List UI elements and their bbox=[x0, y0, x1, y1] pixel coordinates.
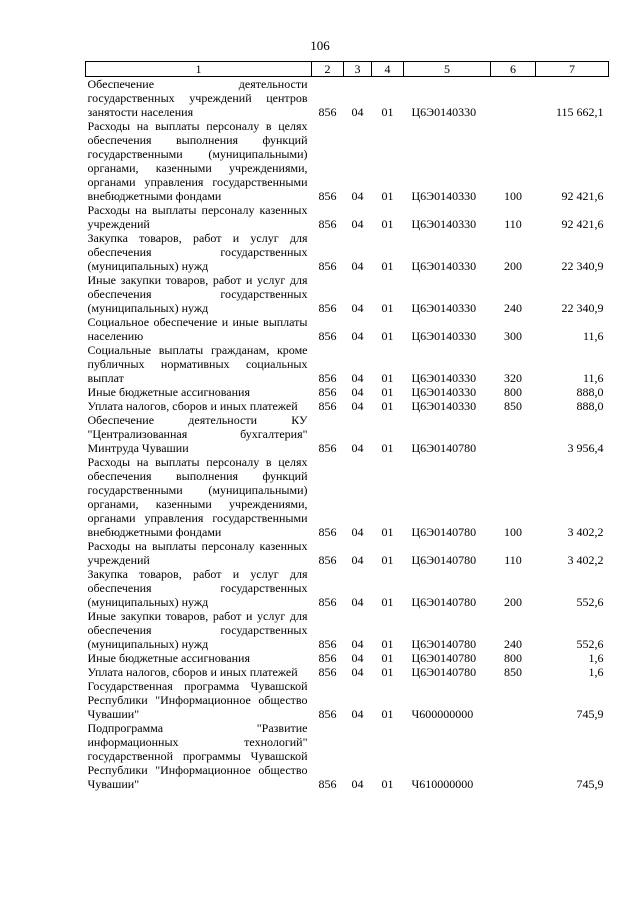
ministry-code: 856 bbox=[318, 301, 337, 315]
column-header: 2 bbox=[312, 62, 344, 77]
expense-type-code bbox=[491, 679, 536, 721]
target-item-code: Ц6Э0140780 bbox=[411, 553, 477, 567]
expense-type-code bbox=[491, 721, 536, 791]
section-code: 04 bbox=[351, 371, 364, 385]
table-row bbox=[86, 315, 609, 343]
subsection-code: 01 bbox=[381, 595, 394, 609]
expense-type-code: 240 bbox=[504, 301, 522, 315]
row-name: Расходы на выплаты персоналу в целях обеспечения выполнения функций государственными (муниципальными) органами, казенными учреждениями, органами управления государственными внебюджетными фондами bbox=[87, 119, 308, 203]
row-name: Обеспечение деятельности государственных учреждений центров занятости населения bbox=[87, 77, 308, 119]
section-code: 04 bbox=[351, 329, 364, 343]
table-row bbox=[86, 455, 609, 539]
ministry-code: 856 bbox=[318, 777, 337, 791]
table-row bbox=[86, 273, 609, 315]
target-item-code: Ц6Э0140330 bbox=[411, 371, 477, 385]
ministry-code: 856 bbox=[318, 707, 337, 721]
section-code: 04 bbox=[351, 525, 364, 539]
target-item-code: Ц6Э0140330 bbox=[411, 105, 477, 119]
section-code: 04 bbox=[351, 651, 364, 665]
amount: 92 421,6 bbox=[561, 189, 604, 203]
amount: 552,6 bbox=[576, 595, 604, 609]
subsection-code: 01 bbox=[381, 217, 394, 231]
amount: 3 402,2 bbox=[567, 525, 604, 539]
row-name: Закупка товаров, работ и услуг для обеспечения государственных (муниципальных) нужд bbox=[87, 231, 308, 273]
ministry-code: 856 bbox=[318, 105, 337, 119]
target-item-code: Ц6Э0140780 bbox=[411, 595, 477, 609]
expense-type-code: 200 bbox=[504, 595, 522, 609]
row-name: Расходы на выплаты персоналу казенных учреждений bbox=[87, 539, 308, 567]
target-item-code: Ц6Э0140780 bbox=[411, 525, 477, 539]
expense-type-code bbox=[491, 77, 536, 120]
ministry-code: 856 bbox=[318, 371, 337, 385]
amount: 3 956,4 bbox=[567, 441, 604, 455]
ministry-code: 856 bbox=[318, 385, 337, 399]
ministry-code: 856 bbox=[318, 525, 337, 539]
table-row bbox=[86, 679, 609, 721]
subsection-code: 01 bbox=[381, 301, 394, 315]
amount: 115 662,1 bbox=[555, 105, 604, 119]
expense-type-code: 100 bbox=[504, 189, 522, 203]
target-item-code: Ц6Э0140330 bbox=[411, 189, 477, 203]
row-name: Иные бюджетные ассигнования bbox=[87, 651, 250, 665]
section-code: 04 bbox=[351, 189, 364, 203]
expense-type-code: 300 bbox=[504, 329, 522, 343]
section-code: 04 bbox=[351, 665, 364, 679]
section-code: 04 bbox=[351, 553, 364, 567]
expense-type-code: 110 bbox=[504, 217, 522, 231]
amount: 1,6 bbox=[588, 651, 604, 665]
expense-type-code bbox=[491, 413, 536, 455]
row-name: Закупка товаров, работ и услуг для обеспечения государственных (муниципальных) нужд bbox=[87, 567, 308, 609]
expense-type-code: 200 bbox=[504, 259, 522, 273]
column-header: 6 bbox=[491, 62, 536, 77]
target-item-code: Ч610000000 bbox=[411, 777, 474, 791]
amount: 552,6 bbox=[576, 637, 604, 651]
section-code: 04 bbox=[351, 707, 364, 721]
table-row bbox=[86, 203, 609, 231]
amount: 3 402,2 bbox=[567, 553, 604, 567]
row-name: Государственная программа Чувашской Республики "Информационное общество Чувашии" bbox=[87, 679, 308, 721]
amount: 745,9 bbox=[576, 707, 604, 721]
amount: 1,6 bbox=[588, 665, 604, 679]
table-row bbox=[86, 119, 609, 203]
table-row bbox=[86, 231, 609, 273]
row-name: Уплата налогов, сборов и иных платежей bbox=[87, 399, 298, 413]
ministry-code: 856 bbox=[318, 399, 337, 413]
subsection-code: 01 bbox=[381, 371, 394, 385]
ministry-code: 856 bbox=[318, 553, 337, 567]
column-header: 7 bbox=[536, 62, 609, 77]
subsection-code: 01 bbox=[381, 707, 394, 721]
target-item-code: Ц6Э0140330 bbox=[411, 217, 477, 231]
subsection-code: 01 bbox=[381, 525, 394, 539]
amount: 745,9 bbox=[576, 777, 604, 791]
ministry-code: 856 bbox=[318, 259, 337, 273]
row-name: Расходы на выплаты персоналу в целях обеспечения выполнения функций государственными (муниципальными) органами, казенными учреждениями, органами управления государственными внебюджетными фондами bbox=[87, 455, 308, 539]
subsection-code: 01 bbox=[381, 637, 394, 651]
expense-type-code: 850 bbox=[504, 665, 522, 679]
section-code: 04 bbox=[351, 105, 364, 119]
section-code: 04 bbox=[351, 441, 364, 455]
table-row bbox=[86, 665, 609, 679]
expense-type-code: 240 bbox=[504, 637, 522, 651]
table-row bbox=[86, 721, 609, 791]
expense-type-code: 800 bbox=[504, 651, 522, 665]
row-name: Уплата налогов, сборов и иных платежей bbox=[87, 665, 298, 679]
target-item-code: Ч600000000 bbox=[411, 707, 474, 721]
table-row bbox=[86, 609, 609, 651]
target-item-code: Ц6Э0140330 bbox=[411, 301, 477, 315]
subsection-code: 01 bbox=[381, 777, 394, 791]
table-row bbox=[86, 413, 609, 455]
table-row bbox=[86, 343, 609, 385]
subsection-code: 01 bbox=[381, 553, 394, 567]
ministry-code: 856 bbox=[318, 329, 337, 343]
target-item-code: Ц6Э0140780 bbox=[411, 637, 477, 651]
expense-type-code: 850 bbox=[504, 399, 522, 413]
section-code: 04 bbox=[351, 301, 364, 315]
expense-type-code: 800 bbox=[504, 385, 522, 399]
amount: 22 340,9 bbox=[561, 259, 604, 273]
subsection-code: 01 bbox=[381, 399, 394, 413]
target-item-code: Ц6Э0140780 bbox=[411, 651, 477, 665]
amount: 92 421,6 bbox=[561, 217, 604, 231]
section-code: 04 bbox=[351, 259, 364, 273]
budget-table bbox=[85, 61, 609, 791]
table-row bbox=[86, 399, 609, 413]
column-header: 4 bbox=[372, 62, 404, 77]
page-number: 106 bbox=[310, 38, 330, 53]
subsection-code: 01 bbox=[381, 385, 394, 399]
table-row bbox=[86, 385, 609, 399]
subsection-code: 01 bbox=[381, 665, 394, 679]
amount: 11,6 bbox=[582, 329, 604, 343]
amount: 888,0 bbox=[576, 385, 604, 399]
amount: 888,0 bbox=[576, 399, 604, 413]
row-name: Иные бюджетные ассигнования bbox=[87, 385, 250, 399]
ministry-code: 856 bbox=[318, 651, 337, 665]
table-row bbox=[86, 567, 609, 609]
row-name: Расходы на выплаты персоналу казенных учреждений bbox=[87, 203, 308, 231]
subsection-code: 01 bbox=[381, 189, 394, 203]
ministry-code: 856 bbox=[318, 217, 337, 231]
subsection-code: 01 bbox=[381, 441, 394, 455]
subsection-code: 01 bbox=[381, 105, 394, 119]
row-name: Социальные выплаты гражданам, кроме публичных нормативных социальных выплат bbox=[87, 343, 308, 385]
subsection-code: 01 bbox=[381, 259, 394, 273]
subsection-code: 01 bbox=[381, 651, 394, 665]
target-item-code: Ц6Э0140330 bbox=[411, 329, 477, 343]
expense-type-code: 100 bbox=[504, 525, 522, 539]
row-name: Социальное обеспечение и иные выплаты населению bbox=[87, 315, 308, 343]
amount: 22 340,9 bbox=[561, 301, 604, 315]
target-item-code: Ц6Э0140330 bbox=[411, 385, 477, 399]
table-row bbox=[86, 651, 609, 665]
ministry-code: 856 bbox=[318, 441, 337, 455]
target-item-code: Ц6Э0140780 bbox=[411, 665, 477, 679]
ministry-code: 856 bbox=[318, 595, 337, 609]
target-item-code: Ц6Э0140780 bbox=[411, 441, 477, 455]
section-code: 04 bbox=[351, 217, 364, 231]
section-code: 04 bbox=[351, 385, 364, 399]
column-header: 3 bbox=[344, 62, 372, 77]
ministry-code: 856 bbox=[318, 189, 337, 203]
row-name: Подпрограмма "Развитие информационных технологий" государственной программы Чувашской Республики "Информационное общество Чувашии" bbox=[87, 721, 308, 791]
expense-type-code: 320 bbox=[504, 371, 522, 385]
ministry-code: 856 bbox=[318, 637, 337, 651]
section-code: 04 bbox=[351, 595, 364, 609]
column-header: 5 bbox=[404, 62, 491, 77]
table-header-row bbox=[86, 62, 609, 77]
ministry-code: 856 bbox=[318, 665, 337, 679]
table-row bbox=[86, 539, 609, 567]
amount: 11,6 bbox=[582, 371, 604, 385]
section-code: 04 bbox=[351, 399, 364, 413]
target-item-code: Ц6Э0140330 bbox=[411, 259, 477, 273]
row-name: Иные закупки товаров, работ и услуг для обеспечения государственных (муниципальных) нужд bbox=[87, 609, 308, 651]
section-code: 04 bbox=[351, 777, 364, 791]
target-item-code: Ц6Э0140330 bbox=[411, 399, 477, 413]
section-code: 04 bbox=[351, 637, 364, 651]
expense-type-code: 110 bbox=[504, 553, 522, 567]
subsection-code: 01 bbox=[381, 329, 394, 343]
column-header: 1 bbox=[86, 62, 312, 77]
table-row bbox=[86, 77, 609, 120]
row-name: Иные закупки товаров, работ и услуг для обеспечения государственных (муниципальных) нужд bbox=[87, 273, 308, 315]
row-name: Обеспечение деятельности КУ "Централизованная бухгалтерия" Минтруда Чувашии bbox=[87, 413, 308, 455]
